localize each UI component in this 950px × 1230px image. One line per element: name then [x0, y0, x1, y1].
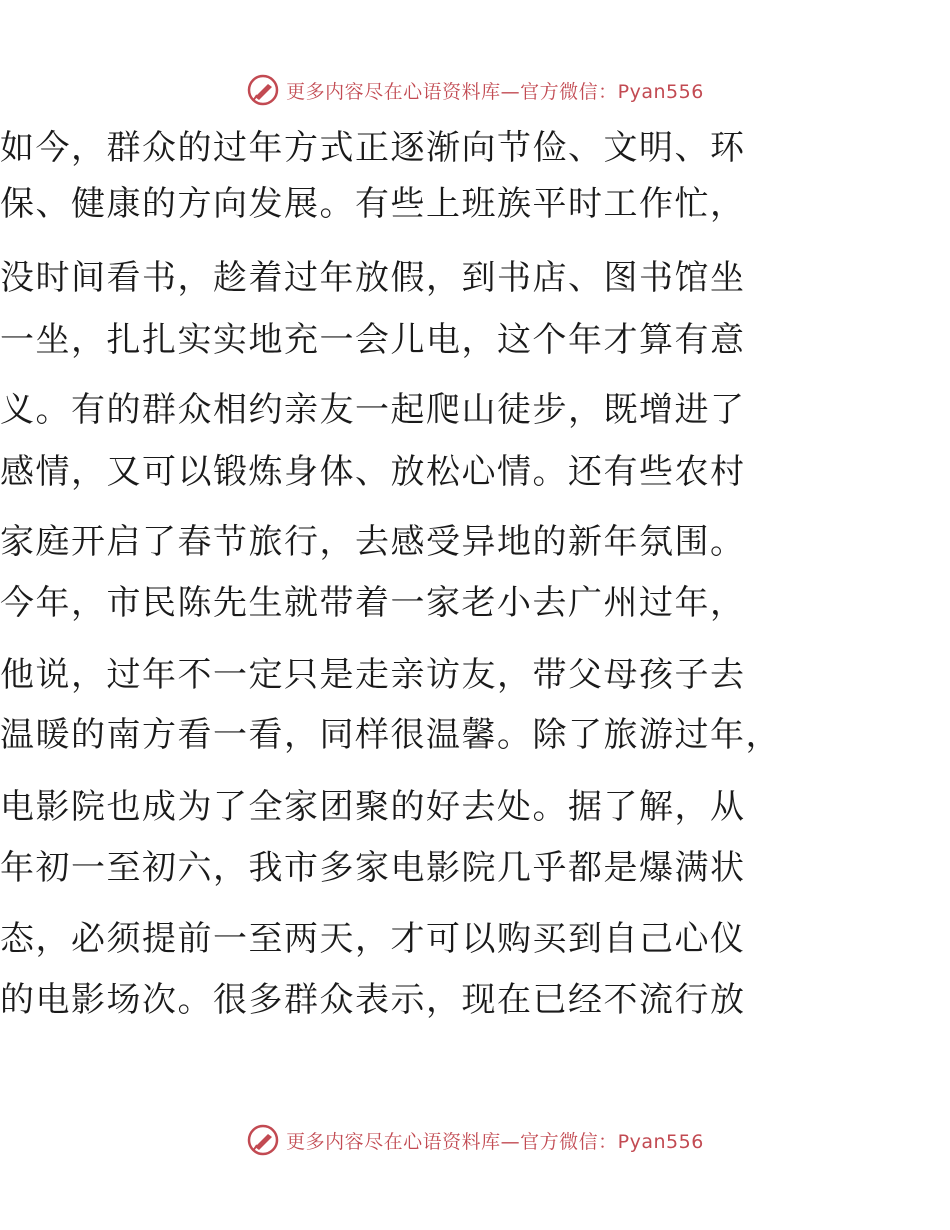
pen-nib-circle-icon	[246, 73, 280, 107]
body-line: 年初一至初六，我市多家电影院几乎都是爆满状	[0, 848, 746, 888]
body-line: 电影院也成为了全家团聚的好去处。据了解，从	[0, 787, 746, 827]
footer-brand	[0, 1120, 950, 1160]
body-line: 他说，过年不一定只是走亲访友，带父母孩子去	[0, 655, 746, 695]
header-brand	[0, 70, 950, 110]
body-line: 义。有的群众相约亲友一起爬山徒步，既增进了	[0, 390, 746, 430]
body-line: 的电影场次。很多群众表示，现在已经不流行放	[0, 980, 746, 1020]
body-line: 今年，市民陈先生就带着一家老小去广州过年，	[0, 583, 746, 623]
body-line: 没时间看书，趁着过年放假，到书店、图书馆坐	[0, 258, 746, 298]
body-line: 态，必须提前一至两天，才可以购买到自己心仪	[0, 919, 746, 959]
body-line: 感情，又可以锻炼身体、放松心情。还有些农村	[0, 452, 746, 492]
body-line: 如今，群众的过年方式正逐渐向节俭、文明、环	[0, 128, 746, 168]
body-line: 一坐，扎扎实实地充一会儿电，这个年才算有意	[0, 320, 746, 360]
body-line: 保、健康的方向发展。有些上班族平时工作忙，	[0, 184, 746, 224]
footer-brand-text[interactable]: 更多内容尽在心语资料库—官方微信：Pyan556	[286, 1130, 704, 1153]
body-line: 温暖的南方看一看，同样很温馨。除了旅游过年，	[0, 715, 781, 755]
pen-nib-circle-icon	[246, 1123, 280, 1157]
body-line: 家庭开启了春节旅行，去感受异地的新年氛围。	[0, 522, 746, 562]
header-brand-text[interactable]: 更多内容尽在心语资料库—官方微信：Pyan556	[286, 80, 704, 103]
